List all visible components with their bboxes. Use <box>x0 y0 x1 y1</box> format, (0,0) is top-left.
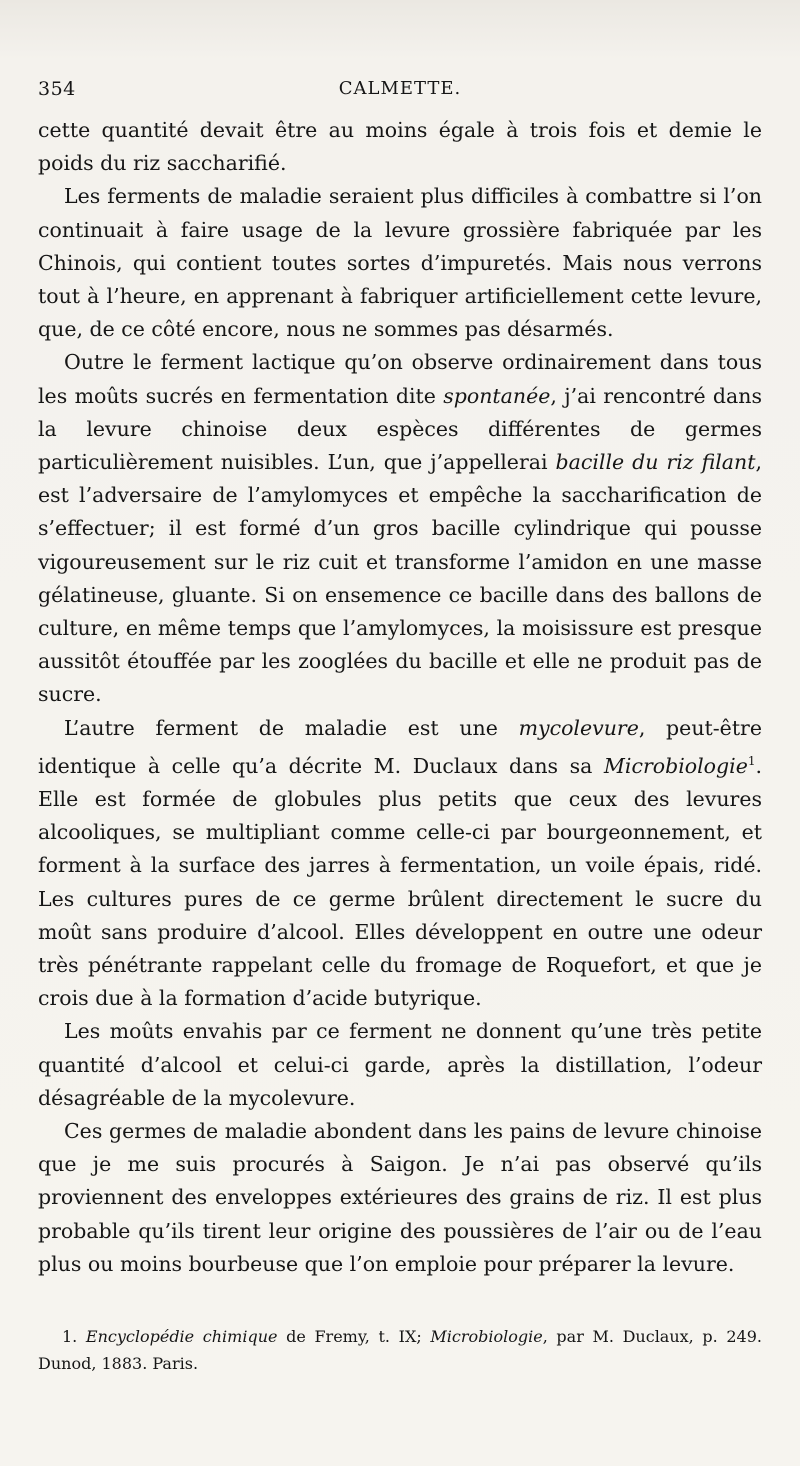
page-header <box>38 74 762 104</box>
text-run: 1. <box>62 1327 86 1346</box>
italic-run: Microbiologie <box>430 1327 543 1346</box>
paragraph-4 <box>38 712 762 1016</box>
italic-run: Encyclopédie chimique <box>85 1327 278 1346</box>
italic-run: mycolevure <box>518 715 639 740</box>
text-run: cette quantité devait être au moins égale à trois fois et demie le poids du riz saccharifié. <box>38 118 762 176</box>
paragraph-3 <box>38 346 762 711</box>
text-run: Outre le ferment lactique qu’on observe ordinairement dans tous les moûts sucrés en fermentation dite <box>38 350 762 408</box>
footnote <box>38 1323 762 1377</box>
italic-run: Microbiologie <box>603 753 748 778</box>
body-text <box>38 114 762 1281</box>
text-run: L’autre ferment de maladie est une <box>64 715 519 740</box>
text-run: Les ferments de maladie seraient plus difficiles à combattre si l’on continuait à faire usage de la levure grossière fabriquée par les Chinois, qui contient toutes sortes d’impuretés. Mais nous verrons tout à l’heure, en apprenant à fabriquer artificiellement cette levure, que, de ce côté encore, nous ne sommes pas désarmés. <box>38 184 762 342</box>
footnote-1 <box>38 1323 762 1377</box>
page-number: 354 <box>38 78 76 100</box>
text-run: , est l’adversaire de l’amylomyces et empêche la saccharification de s’effectuer; il est formé d’un gros bacille cylindrique qui pousse vigoureusement sur le riz cuit et transforme l’amidon en une masse gélatineuse, gluante. Si on ensemence ce bacille dans des ballons de culture, en même temps que l’amylomyces, la moisissure est presque aussitôt étouffée par les zooglées du bacille et elle ne produit pas de sucre. <box>38 450 762 707</box>
text-run: Les moûts envahis par ce ferment ne donnent qu’une très petite quantité d’alcool et celui-ci garde, après la distillation, l’odeur désagréable de la mycolevure. <box>38 1019 762 1110</box>
text-run: , peut-être identique à celle qu’a décrite M. Duclaux dans sa <box>38 715 762 778</box>
italic-run: bacille du riz filant <box>555 450 756 475</box>
italic-run: spontanée <box>443 383 551 408</box>
text-run: , par M. Duclaux, p. 249. Dunod, 1883. Paris. <box>38 1327 762 1373</box>
footnote-ref: 1 <box>747 753 756 768</box>
paragraph-5 <box>38 1015 762 1115</box>
text-run: , j’ai rencontré dans la levure chinoise deux espèces différentes de germes particulièrement nuisibles. L’un, que j’appellerai <box>38 383 762 475</box>
text-run: de Fremy, t. IX; <box>277 1327 431 1346</box>
paragraph-1 <box>38 114 762 180</box>
paragraph-6 <box>38 1115 762 1281</box>
running-head: CALMETTE. <box>338 78 462 99</box>
paragraph-2 <box>38 180 762 346</box>
text-run: Ces germes de maladie abondent dans les pains de levure chinoise que je me suis procurés à Saigon. Je n’ai pas observé qu’ils proviennent des enveloppes extérieures des grains de riz. Il est plus probable qu’ils tirent leur origine des poussières de l’air ou de l’eau plus ou moins bourbeuse que l’on emploie pour préparer la levure. <box>38 1118 762 1276</box>
text-run: . Elle est formée de globules plus petits que ceux des levures alcooliques, se multipliant comme celle-ci par bourgeonnement, et forment à la surface des jarres à fermentation, un voile épais, ridé. Les cultures pures de ce germe brûlent directement le sucre du moût sans produire d’alcool. Elles développent en outre une odeur très pénétrante rappelant celle du fromage de Roquefort, et que je crois due à la formation d’acide butyrique. <box>38 753 762 1011</box>
